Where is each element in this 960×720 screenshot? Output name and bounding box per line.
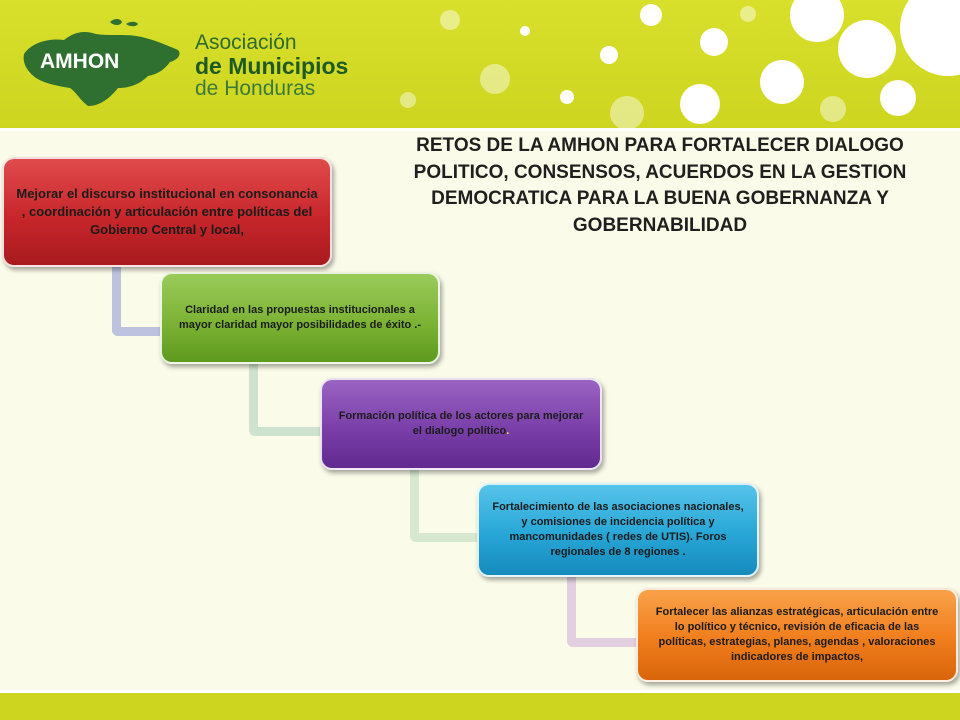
decorative-bubble <box>480 64 510 94</box>
slide-title: RETOS DE LA AMHON PARA FORTALECER DIALOGO POLITICO, CONSENSOS, ACUERDOS EN LA GESTION DEMOCRATICA PARA LA BUENA GOBERNANZA Y GOBERNABILIDAD <box>413 135 907 236</box>
step-2-text: Claridad en las propuestas institucionales a mayor claridad mayor posibilidades de éxito .- <box>178 304 422 331</box>
step-box-1 <box>2 157 332 267</box>
organization-name <box>195 32 348 100</box>
decorative-bubble <box>680 84 720 124</box>
footer-band <box>0 690 960 720</box>
decorative-bubble <box>880 80 916 116</box>
step-5-text: Fortalecer las alianzas estratégicas, articulación entre lo político y técnico, revisión de eficacia de las políticas, estrategias, planes, agendas , valoraciones indicadores de impactos, <box>655 606 939 663</box>
decorative-bubble <box>700 28 728 56</box>
step-3-trailing-dot: . <box>506 425 510 437</box>
decorative-bubble <box>610 96 644 128</box>
logo-line-honduras: de Honduras <box>195 77 316 101</box>
step-box-5 <box>636 588 958 682</box>
decorative-bubble <box>900 0 960 76</box>
decorative-bubble <box>790 0 844 42</box>
step-3-content <box>334 409 588 439</box>
amhon-badge-text: AMHON <box>40 50 120 73</box>
decorative-bubble <box>838 20 896 78</box>
honduras-map-logo <box>18 14 188 114</box>
logo-line-asociacion: Asociación <box>195 31 297 54</box>
decorative-bubble <box>600 46 618 64</box>
step-4-text: Fortalecimiento de las asociaciones nacionales, y comisiones de incidencia política y mancomunidades ( redes de UTIS). Foros regionales de 8 regiones . <box>492 501 744 558</box>
step-connector-arrow <box>567 577 645 647</box>
decorative-bubble <box>820 96 846 122</box>
step-1-text: Mejorar el discurso institucional en consonancia , coordinación y articulación entre políticas del Gobierno Central y local, <box>16 185 318 238</box>
decorative-bubble <box>520 26 530 36</box>
step-box-2 <box>160 272 440 364</box>
step-box-3 <box>320 378 602 470</box>
header-band <box>0 0 960 128</box>
decorative-bubble <box>440 10 460 30</box>
step-box-4 <box>477 483 759 577</box>
decorative-bubble <box>760 60 804 104</box>
decorative-bubble <box>560 90 574 104</box>
step-connector-arrow <box>249 364 329 436</box>
decorative-bubble <box>640 4 662 26</box>
logo-line-municipios: de Municipios <box>195 53 349 80</box>
decorative-bubble <box>740 6 756 22</box>
decorative-bubble <box>400 92 416 108</box>
step-3-text: Formación política de los actores para mejorar el dialogo político <box>338 410 584 437</box>
